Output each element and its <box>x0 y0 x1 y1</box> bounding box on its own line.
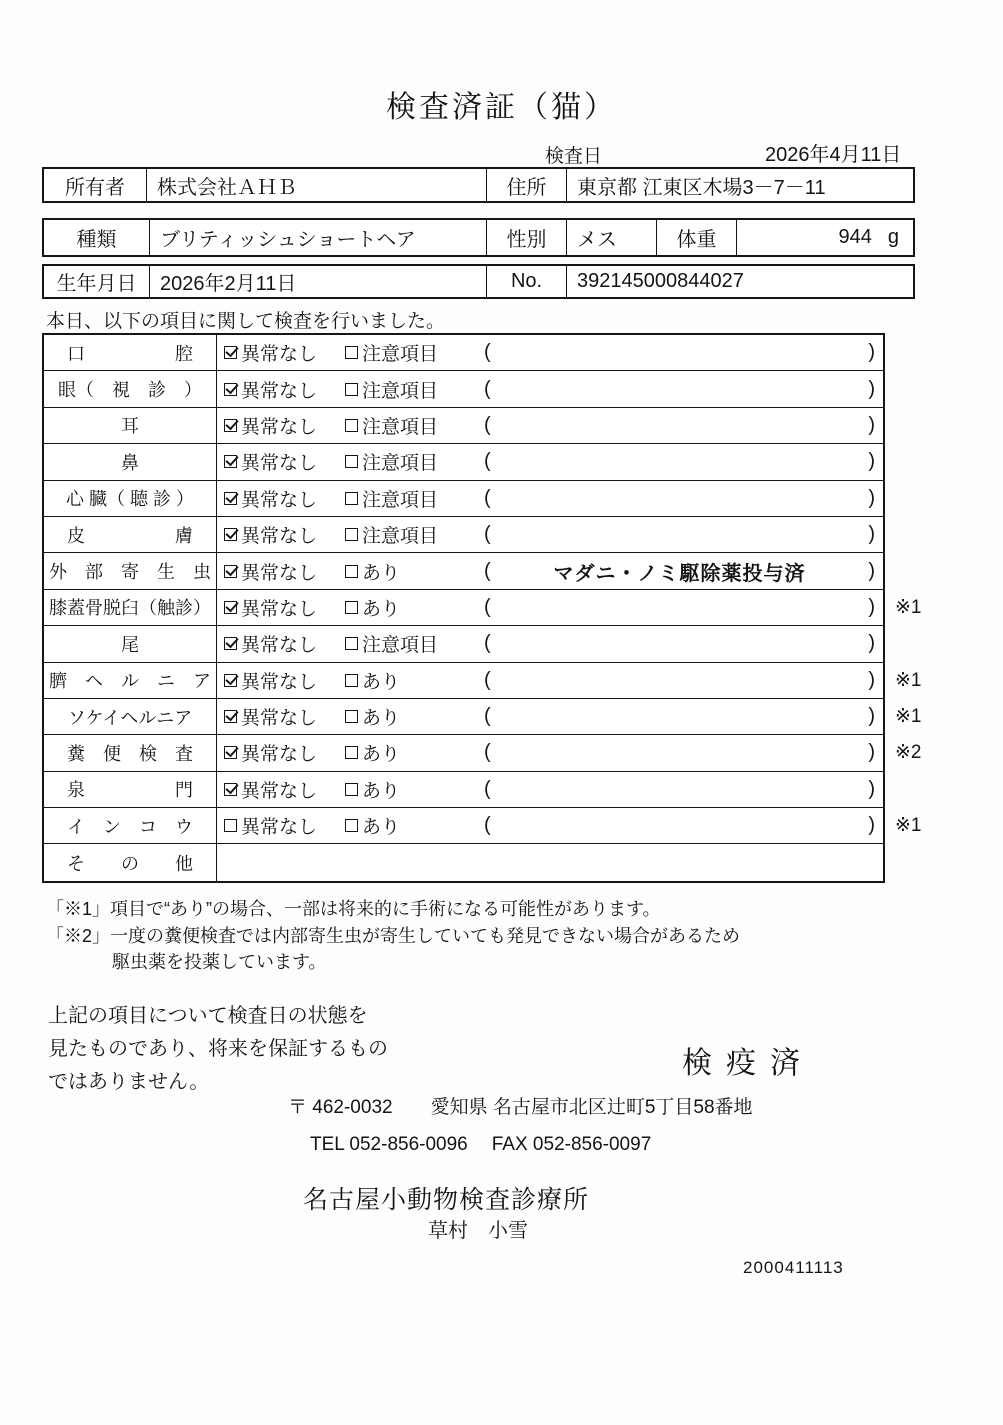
normal-checkbox-label: 異常なし <box>241 744 318 766</box>
note-paren-open: ( <box>484 377 491 400</box>
note-paren-open: ( <box>484 341 491 364</box>
exam-item-label: 心 臓（ 聴 診 ） <box>44 481 217 516</box>
disclaimer-line-3: ではありません。 <box>48 1071 210 1093</box>
attention-checkbox-label: 注意項目 <box>362 453 439 475</box>
owner-table <box>42 167 915 203</box>
footnote-mark: ※1 <box>895 669 922 691</box>
sex-label: 性別 <box>487 220 567 255</box>
attention-checkbox[interactable] <box>345 412 484 439</box>
attention-checkbox-label: あり <box>362 708 401 730</box>
checkbox-unchecked-icon <box>345 419 358 432</box>
address-label: 住所 <box>487 169 567 201</box>
checkbox-checked-icon <box>224 383 237 396</box>
checkbox-checked-icon <box>224 528 237 541</box>
normal-checkbox[interactable] <box>224 630 345 657</box>
exam-row-fecal-exam <box>44 735 922 771</box>
checkbox-checked-icon <box>224 601 237 614</box>
normal-checkbox-label: 異常なし <box>241 598 318 620</box>
pet-table-row1 <box>42 218 915 257</box>
disclaimer-line-2: 見たものであり、将来を保証するもの <box>48 1038 388 1060</box>
footnote-mark: ※1 <box>895 815 922 837</box>
normal-checkbox[interactable] <box>224 594 345 621</box>
note-paren-open: ( <box>484 668 491 691</box>
normal-checkbox[interactable] <box>224 776 345 803</box>
exam-item-label: 泉 門 <box>44 772 217 807</box>
breed-label: 種類 <box>44 220 150 255</box>
attention-checkbox-label: あり <box>362 671 401 693</box>
checkbox-checked-icon <box>224 455 237 468</box>
clinic-contact-line <box>310 1134 651 1156</box>
normal-checkbox[interactable] <box>224 376 345 403</box>
pet-table-row2 <box>42 264 915 299</box>
normal-checkbox-label: 異常なし <box>241 708 318 730</box>
weight-unit: g <box>887 226 899 248</box>
note-paren-close: ) <box>868 341 875 364</box>
note-paren-close: ) <box>868 595 875 618</box>
footnote-mark: ※1 <box>895 596 922 618</box>
normal-checkbox-label: 異常なし <box>241 562 318 584</box>
clinic-fax: FAX 052-856-0097 <box>491 1134 652 1155</box>
footnote-2: 「※2」一度の糞便検査では内部寄生虫が寄生していても発見できない場合があるため <box>46 926 741 946</box>
attention-checkbox[interactable] <box>345 558 484 585</box>
note-text: マダニ・ノミ駆除薬投与済 <box>553 562 806 585</box>
attention-checkbox-label: あり <box>362 562 401 584</box>
birthdate-label: 生年月日 <box>44 266 150 297</box>
owner-label: 所有者 <box>44 169 147 201</box>
checkbox-unchecked-icon <box>345 565 358 578</box>
exam-row-patella <box>44 590 922 626</box>
attention-checkbox[interactable] <box>345 812 484 839</box>
exam-item-label: 皮 膚 <box>44 517 217 552</box>
checkbox-checked-icon <box>224 710 237 723</box>
attention-checkbox-label: 注意項目 <box>362 380 439 402</box>
page-title: 検査済証（猫） <box>386 91 617 124</box>
exam-row-external-parasites <box>44 553 883 589</box>
attention-checkbox[interactable] <box>345 667 484 694</box>
clinic-address-line <box>288 1092 753 1119</box>
checkbox-checked-icon <box>224 783 237 796</box>
normal-checkbox[interactable] <box>224 412 345 439</box>
note-paren-close: ) <box>868 523 875 546</box>
note-paren-open: ( <box>484 450 491 473</box>
exam-item-label: そ の 他 <box>44 844 217 880</box>
note-paren-open: ( <box>484 595 491 618</box>
exam-row-inguinal-hernia <box>44 699 922 735</box>
clinic-name: 名古屋小動物検査診療所 <box>303 1186 590 1214</box>
normal-checkbox-label: 異常なし <box>241 380 318 402</box>
checkbox-unchecked-icon <box>345 346 358 359</box>
checkbox-unchecked-icon <box>345 819 358 832</box>
checkbox-checked-icon <box>224 346 237 359</box>
exam-row-other <box>44 844 883 880</box>
normal-checkbox[interactable] <box>224 485 345 512</box>
checkbox-unchecked-icon <box>345 601 358 614</box>
breed-value: ブリティッシュショートヘア <box>150 220 487 255</box>
checkbox-unchecked-icon <box>345 746 358 759</box>
note-paren-open: ( <box>484 413 491 436</box>
footnote-mark: ※1 <box>895 706 922 728</box>
no-value: 392145000844027 <box>577 270 744 292</box>
normal-checkbox-label: 異常なし <box>241 416 318 438</box>
attention-checkbox[interactable] <box>345 376 484 403</box>
exam-row-nose <box>44 444 883 480</box>
checkbox-checked-icon <box>224 492 237 505</box>
checkbox-unchecked-icon <box>345 674 358 687</box>
note-paren-close: ) <box>868 377 875 400</box>
exam-item-label: 尾 <box>44 626 217 661</box>
exam-row-heart <box>44 481 883 517</box>
exam-row-fontanelle <box>44 772 883 808</box>
disclaimer-text <box>48 1000 388 1099</box>
footnote-mark: ※2 <box>895 742 922 764</box>
attention-checkbox-label: あり <box>362 598 401 620</box>
weight-value: 944 <box>838 226 872 248</box>
attention-checkbox[interactable] <box>345 485 484 512</box>
normal-checkbox[interactable] <box>224 521 345 548</box>
note-paren-open: ( <box>484 523 491 546</box>
owner-value: 株式会社ＡＨＢ <box>147 169 487 201</box>
checkbox-unchecked-icon <box>345 783 358 796</box>
normal-checkbox-label: 異常なし <box>241 489 318 511</box>
checkbox-unchecked-icon <box>345 455 358 468</box>
weight-label: 体重 <box>657 220 737 255</box>
normal-checkbox[interactable] <box>224 448 345 475</box>
clinic-tel: TEL 052-856-0096 <box>310 1134 468 1155</box>
note-paren-close: ) <box>868 450 875 473</box>
checkbox-checked-icon <box>224 637 237 650</box>
clinic-address: 愛知県 名古屋市北区辻町5丁目58番地 <box>430 1097 753 1118</box>
checkbox-unchecked-icon <box>345 383 358 396</box>
note-paren-close: ) <box>868 705 875 728</box>
normal-checkbox[interactable] <box>224 812 345 839</box>
checkbox-unchecked-icon <box>345 637 358 650</box>
checkbox-unchecked-icon <box>224 819 237 832</box>
note-paren-open: ( <box>484 814 491 837</box>
normal-checkbox[interactable] <box>224 558 345 585</box>
normal-checkbox-label: 異常なし <box>241 817 318 839</box>
note-paren-open: ( <box>484 486 491 509</box>
note-paren-close: ) <box>868 486 875 509</box>
attention-checkbox-label: あり <box>362 817 401 839</box>
inspection-date-label: 検査日 <box>545 146 603 167</box>
inspection-date-value: 2026年4月11日 <box>765 144 902 166</box>
note-paren-close: ) <box>868 814 875 837</box>
attention-checkbox[interactable] <box>345 630 484 657</box>
normal-checkbox[interactable] <box>224 667 345 694</box>
checkbox-checked-icon <box>224 565 237 578</box>
exam-item-label: 耳 <box>44 408 217 443</box>
postal-code: 〒 462-0032 <box>288 1097 393 1118</box>
note-paren-close: ) <box>868 777 875 800</box>
exam-row-eyes <box>44 371 883 407</box>
exam-item-label: 外 部 寄 生 虫 <box>44 553 217 588</box>
exam-row-inkou <box>44 808 922 844</box>
exam-item-label: 眼（ 視 診 ） <box>44 371 217 406</box>
serial-number: 2000411113 <box>743 1258 844 1277</box>
exam-row-mouth <box>44 335 883 371</box>
attention-checkbox-label: 注意項目 <box>362 344 439 366</box>
intro-text: 本日、以下の項目に関して検査を行いました。 <box>46 311 446 332</box>
note-paren-open: ( <box>484 741 491 764</box>
exam-row-skin <box>44 517 883 553</box>
address-value: 東京都 江東区木場3－7－11 <box>577 176 826 199</box>
checkbox-checked-icon <box>224 419 237 432</box>
attention-checkbox-label: 注意項目 <box>362 526 439 548</box>
attention-checkbox[interactable] <box>345 703 484 730</box>
note-paren-open: ( <box>484 559 491 582</box>
exam-table <box>42 333 922 883</box>
note-paren-close: ) <box>868 741 875 764</box>
attention-checkbox[interactable] <box>345 739 484 766</box>
exam-row-ears <box>44 408 883 444</box>
note-paren-close: ) <box>868 632 875 655</box>
exam-row-umbilical-hernia <box>44 663 922 699</box>
checkbox-unchecked-icon <box>345 492 358 505</box>
checkbox-checked-icon <box>224 674 237 687</box>
attention-checkbox[interactable] <box>345 521 484 548</box>
normal-checkbox[interactable] <box>224 339 345 366</box>
attention-checkbox-label: 注意項目 <box>362 489 439 511</box>
normal-checkbox-label: 異常なし <box>241 526 318 548</box>
quarantine-stamp: 検疫済 <box>682 1047 814 1080</box>
attention-checkbox[interactable] <box>345 339 484 366</box>
attention-checkbox-label: あり <box>362 780 401 802</box>
disclaimer-line-1: 上記の項目について検査日の状態を <box>48 1005 368 1027</box>
note-paren-open: ( <box>484 632 491 655</box>
attention-checkbox[interactable] <box>345 448 484 475</box>
note-paren-close: ) <box>868 413 875 436</box>
normal-checkbox-label: 異常なし <box>241 453 318 475</box>
note-paren-close: ) <box>868 559 875 582</box>
no-label: No. <box>487 266 567 297</box>
footnote-1: 「※1」項目で“あり”の場合、一部は将来的に手術になる可能性があります。 <box>46 899 661 919</box>
footnote-2-continued: 駆虫薬を投薬しています。 <box>112 952 327 972</box>
attention-checkbox-label: あり <box>362 744 401 766</box>
exam-item-label: 臍 ヘ ル ニ ア <box>44 663 217 698</box>
attention-checkbox[interactable] <box>345 594 484 621</box>
attention-checkbox-label: 注意項目 <box>362 635 439 657</box>
exam-item-label: イ ン コ ウ <box>44 808 217 843</box>
exam-item-label: 膝蓋骨脱臼（触診） <box>44 590 217 625</box>
exam-other-empty-cell <box>217 844 883 880</box>
normal-checkbox-label: 異常なし <box>241 780 318 802</box>
normal-checkbox-label: 異常なし <box>241 344 318 366</box>
birthdate-value: 2026年2月11日 <box>150 266 487 297</box>
attention-checkbox-label: 注意項目 <box>362 416 439 438</box>
note-paren-open: ( <box>484 705 491 728</box>
normal-checkbox-label: 異常なし <box>241 671 318 693</box>
checkbox-checked-icon <box>224 746 237 759</box>
exam-row-tail <box>44 626 883 662</box>
exam-item-label: ソケイヘルニア <box>44 699 217 734</box>
exam-item-label: 糞 便 検 査 <box>44 735 217 770</box>
checkbox-unchecked-icon <box>345 528 358 541</box>
note-paren-close: ) <box>868 668 875 691</box>
checkbox-unchecked-icon <box>345 710 358 723</box>
normal-checkbox[interactable] <box>224 703 345 730</box>
exam-item-label: 鼻 <box>44 444 217 479</box>
exam-item-label: 口 腔 <box>44 335 217 370</box>
weight-cell <box>737 220 913 255</box>
normal-checkbox-label: 異常なし <box>241 635 318 657</box>
note-paren-open: ( <box>484 777 491 800</box>
attention-checkbox[interactable] <box>345 776 484 803</box>
veterinarian-name: 草村 小雪 <box>428 1220 528 1242</box>
sex-value: メス <box>567 220 657 255</box>
normal-checkbox[interactable] <box>224 739 345 766</box>
